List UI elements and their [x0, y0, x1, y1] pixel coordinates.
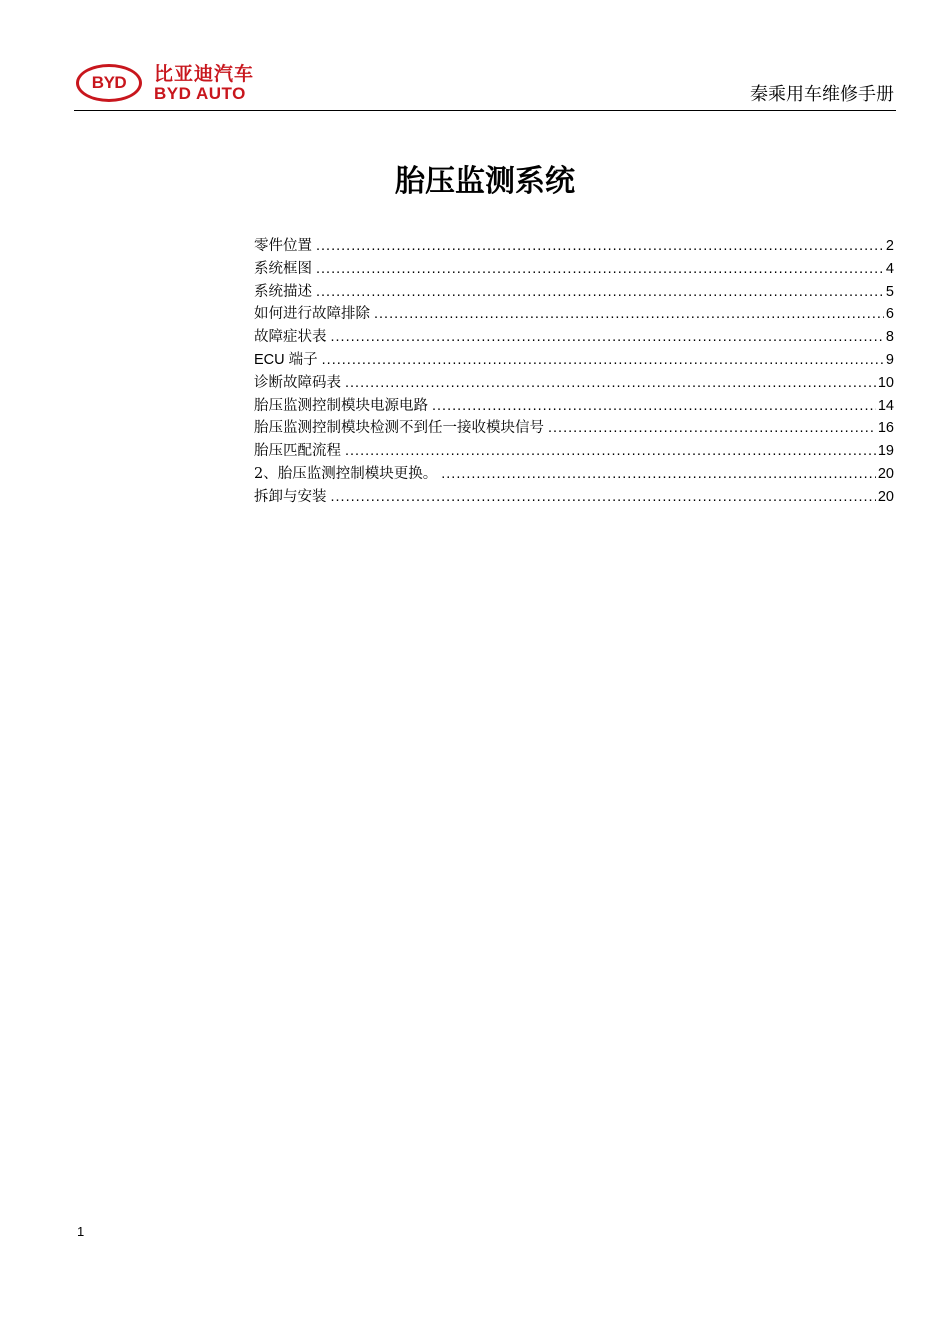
toc-entry-page: 20 [877, 488, 894, 505]
toc-entry[interactable] [254, 486, 894, 509]
page-number: 1 [77, 1224, 85, 1239]
toc-entry-page: 5 [885, 283, 894, 300]
toc-entry-label: ECU 端子 [254, 351, 318, 368]
toc-dot-leader [345, 440, 876, 463]
toc-entry[interactable] [254, 258, 894, 281]
toc-entry-label: 故障症状表 [254, 329, 327, 346]
toc-entry-label: 零件位置 [254, 238, 312, 254]
toc-dot-leader [316, 235, 884, 258]
toc-entry-page: 9 [885, 351, 894, 368]
toc-entry-label: 诊断故障码表 [254, 374, 341, 391]
toc-entry-page: 6 [885, 306, 894, 323]
table-of-contents [254, 235, 894, 509]
toc-entry-page: 2 [885, 238, 894, 254]
toc-entry[interactable] [254, 417, 894, 440]
toc-dot-leader [374, 303, 884, 326]
toc-entry[interactable] [254, 349, 894, 372]
toc-dot-leader [331, 326, 884, 349]
toc-entry-page: 4 [885, 260, 894, 277]
page-title: 胎压监测系统 [395, 164, 575, 200]
toc-entry[interactable] [254, 440, 894, 463]
byd-logo [76, 62, 266, 108]
toc-entry[interactable] [254, 326, 894, 349]
toc-entry[interactable] [254, 372, 894, 395]
toc-entry-page: 16 [877, 420, 894, 437]
toc-dot-leader [316, 258, 884, 281]
toc-entry-label: 拆卸与安装 [254, 488, 327, 505]
toc-entry-label: 胎压匹配流程 [254, 443, 341, 460]
toc-entry-label: 系统框图 [254, 260, 312, 277]
toc-entry-label: 系统描述 [254, 283, 312, 300]
toc-entry[interactable] [254, 303, 894, 326]
byd-oval-emblem [76, 64, 142, 102]
toc-dot-leader [441, 463, 876, 486]
byd-emblem-text: BYD [91, 73, 127, 92]
toc-entry[interactable] [254, 395, 894, 418]
logo-chinese-text: 比亚迪汽车 [154, 63, 255, 85]
toc-entry[interactable] [254, 235, 894, 258]
toc-entry-label: 如何进行故障排除 [254, 306, 370, 323]
toc-entry[interactable] [254, 281, 894, 304]
toc-dot-leader [322, 349, 884, 372]
toc-entry-page: 10 [877, 374, 894, 391]
manual-title: 秦乘用车维修手册 [750, 84, 894, 105]
toc-entry-page: 14 [877, 397, 894, 414]
toc-dot-leader [331, 486, 876, 509]
toc-dot-leader [432, 395, 876, 418]
toc-dot-leader [345, 372, 876, 395]
toc-entry-page: 19 [877, 443, 894, 460]
toc-dot-leader [548, 417, 876, 440]
toc-entry-label: 胎压监测控制模块检测不到任一接收模块信号 [254, 420, 544, 437]
toc-dot-leader [316, 281, 884, 304]
logo-english-text: BYD AUTO [154, 84, 246, 103]
toc-entry-label: 胎压监测控制模块电源电路 [254, 397, 428, 414]
header-divider [74, 110, 896, 111]
toc-entry-page: 20 [877, 465, 894, 482]
toc-entry-page: 8 [885, 329, 894, 346]
toc-entry[interactable] [254, 463, 894, 486]
toc-entry-label: 2、胎压监测控制模块更换。 [254, 465, 438, 482]
